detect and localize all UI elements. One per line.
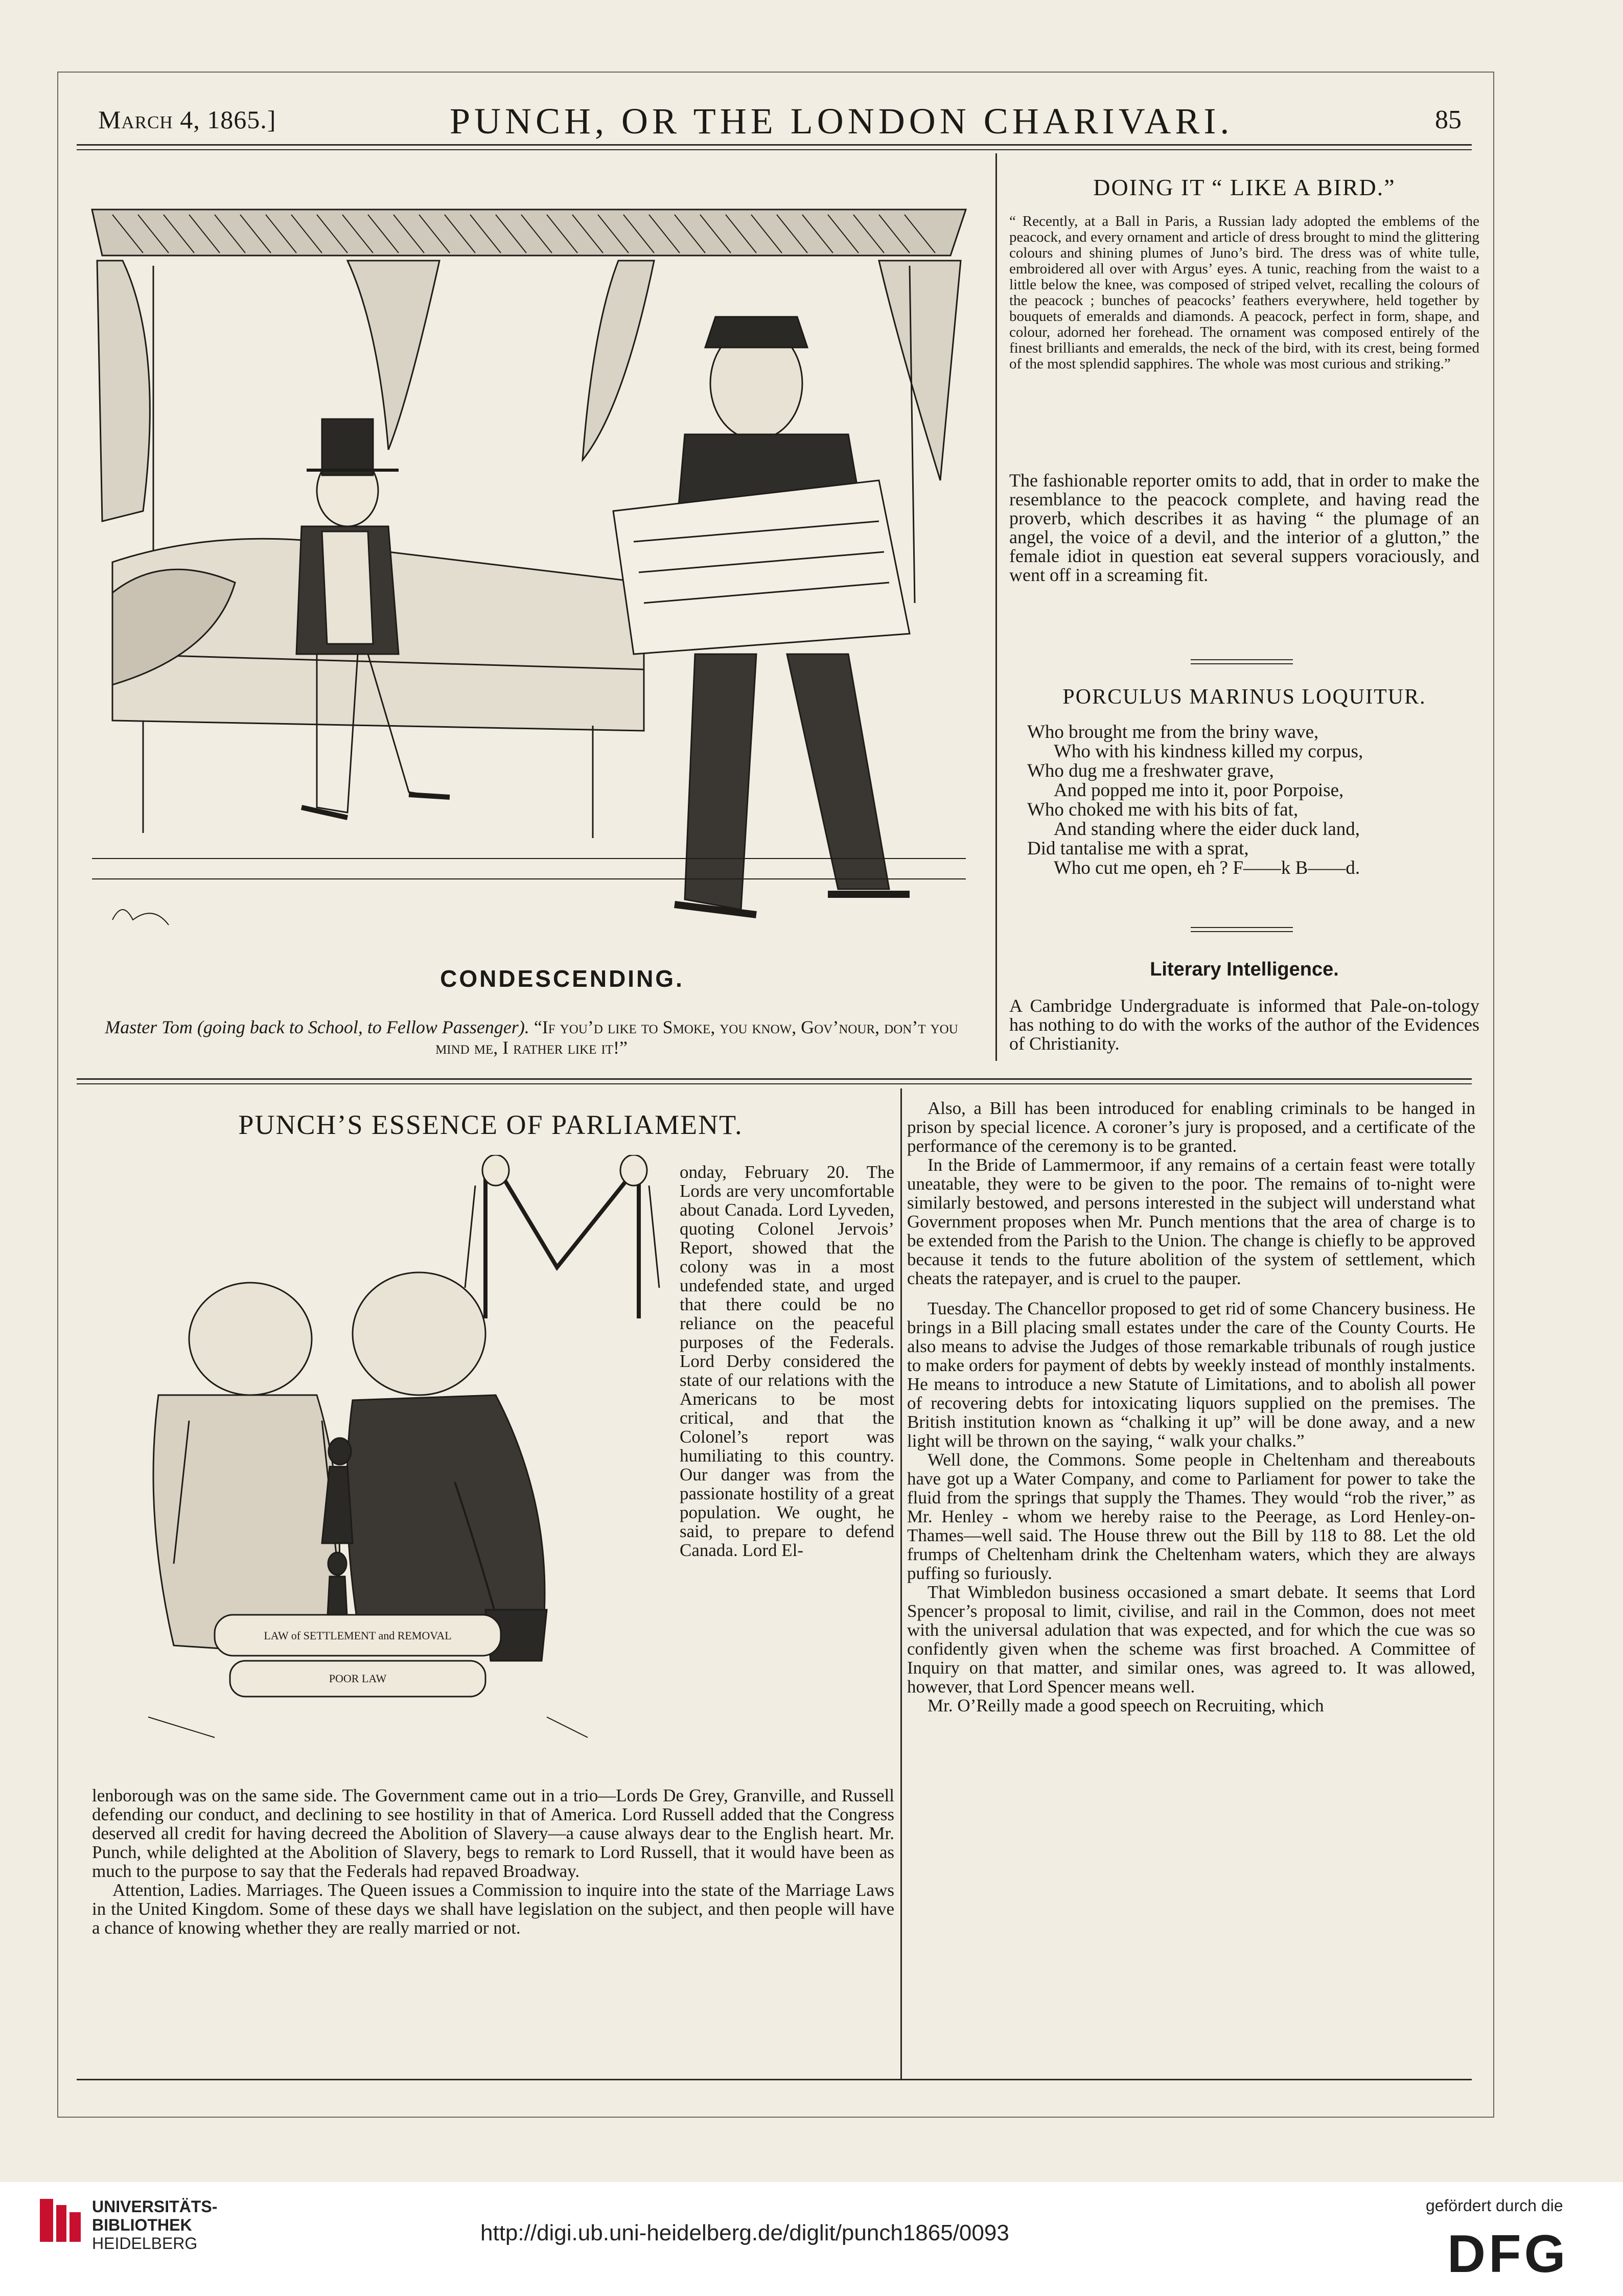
essence-col2-para: Also, a Bill has been introduced for enabling criminals to be hanged in prison by special licence. A coroner’s jury is proposed, and a certificate of the performance of the ceremony is to be granted.: [907, 1098, 1475, 1156]
section-divider: [1191, 931, 1293, 932]
header-rule: [77, 144, 1472, 146]
permalink-url[interactable]: http://digi.ub.uni-heidelberg.de/diglit/punch1865/0093: [480, 2220, 1009, 2245]
poem-line: Who brought me from the briny wave,: [1027, 722, 1319, 743]
essence-col2-para: Mr. O’Reilly made a good speech on Recruiting, which: [928, 1696, 1324, 1715]
poem-line: Who with his kindness killed my corpus,: [1054, 741, 1363, 762]
parliament-illustration: [97, 1155, 675, 1773]
dfg-logo: DFG: [1447, 2224, 1569, 2284]
poem-line: Did tantalise me with a sprat,: [1027, 838, 1249, 859]
section-divider: [1191, 659, 1293, 660]
poem-line: And standing where the eider duck land,: [1054, 819, 1360, 840]
poem-line: Who dug me a freshwater grave,: [1027, 760, 1274, 781]
caption-speech: “If you’d like to Smoke, you know, Gov’nour, don’t you mind me, I rather like it!”: [435, 1017, 958, 1058]
essence-col1-wrap: onday, February 20. The Lords are very uncomfortable about Canada. Lord Lyveden, quoting Colonel Jervois’ Report, showed that the colony was in a most undefended state, and urged that there could be no reliance on the peaceful purposes of the Federals. Lord Derby considered the state of our relations with the Americans to be most critical, and that the Colonel’s report was humiliating to this country. Our danger was from the passionate hostility of a great population. We ought, he said, to prepare to defend Canada. Lord El-: [680, 1162, 894, 1560]
mid-rule: [77, 1078, 1472, 1080]
cartoon-illustration: [82, 194, 976, 950]
poem-line: Who cut me open, eh ? F——k B——d.: [1054, 857, 1360, 878]
library-line: UNIVERSITÄTS-: [92, 2197, 218, 2216]
section-divider: [1191, 663, 1293, 664]
doing-it-quote: “ Recently, at a Ball in Paris, a Russian lady adopted the emblems of the peacock, and every ornament and article of dress brought to mind the glittering colours and shining plumes of Juno’s bird. The dress was of white tulle, embroidered all over with Argus’ eyes. A tunic, reaching from the waist to a little below the knee, was composed of striped velvet, recalling the colours of the peacock ; bunches of peacocks’ feathers everywhere, held together by bouquets of emeralds and diamonds. A peacock, perfect in form, shape, and colour, adorned her forehead. The ornament was composed entirely of the finest brilliants and emeralds, the neck of the bird, with its crest, being formed of the most splendid sapphires. The whole was most curious and striking.”: [1009, 213, 1479, 372]
essence-col2-para: Tuesday. The Chancellor proposed to get rid of some Chancery business. He brings in a Bill placing small estates under the care of the County Courts. He also means to advise the Judges of those remarkable tribunals of rough justice to make orders for payment of debts by weekly instead of monthly instalments. He means to introduce a new Statute of Limitations, and to abolish all power of recovering debts for intoxicating liquors supplied on the premises. The British institution known as “chalking it up” will be done away, and a new light will be thrown on the saying, “ walk your chalks.”: [907, 1298, 1475, 1451]
literary-body: A Cambridge Undergraduate is informed that Pale-on-tology has nothing to do with the works of the author of the Evidences of Christianity.: [1009, 995, 1479, 1054]
scroll-label-settlement: LAW of SETTLEMENT and REMOVAL: [264, 1629, 452, 1642]
doing-it-body: The fashionable reporter omits to add, that in order to make the resemblance to the peacock complete, and having read the proverb, which describes it as having “ the plumage of an angel, the voice of a devil, and the interior of a glutton,” the female idiot in question eat several suppers voraciously, and went off in a screaming fit.: [1009, 470, 1479, 585]
cartoon-title: CONDESCENDING.: [440, 965, 684, 992]
library-name: [92, 2197, 217, 2253]
library-line: BIBLIOTHEK: [92, 2216, 192, 2234]
scroll-label-poor-law: POOR LAW: [329, 1672, 387, 1685]
porculus-title: PORCULUS MARINUS LOQUITUR.: [1062, 685, 1426, 709]
essence-col2-para: In the Bride of Lammermoor, if any remains of a certain feast were totally uneatable, they were to be given to the poor. The remains of to-night were similarly bestowed, and persons interested in the subject will understand what Government proposes when Mr. Punch mentions that the area of charge is to be extended from the Parish to the Union. The change is chiefly to be approved because it tends to the future abolition of the system of settlement, which cheats the ratepayer, and is cruel to the pauper.: [907, 1155, 1475, 1288]
section-divider: [1191, 927, 1293, 928]
library-line: HEIDELBERG: [92, 2234, 198, 2253]
header-rule-thin: [77, 149, 1472, 150]
essence-col1-para: lenborough was on the same side. The Government came out in a trio—Lords De Grey, Granville, and Russell defending our conduct, and declining to see hostility in that of America. Lord Russell added that the Congress deserved all credit for having decreed the Abolition of Slavery—a cause always dear to the English heart. Mr. Punch, while delighted at the Abolition of Slavery, begs to remark to Lord Russell, that it would have been as much to the purpose to say that the Federals had repaved Broadway.: [92, 1785, 894, 1881]
essence-title: PUNCH’S ESSENCE OF PARLIAMENT.: [238, 1109, 743, 1140]
poem-line: And popped me into it, poor Porpoise,: [1054, 780, 1344, 801]
essence-col2-para: Well done, the Commons. Some people in Cheltenham and thereabouts have got up a Water Company, and come to Parliament for power to take the fluid from the springs that supply the Thames. They would “rob the river,” as Mr. Henley - whom we hereby raise to the Peerage, as Lord Henley-on-Thames—well said. The House threw out the Bill by 118 to 88. Let the old frumps of Cheltenham drink the Cheltenham waters, which they are always puffing so furiously.: [907, 1450, 1475, 1583]
sponsor-text: gefördert durch die: [1426, 2196, 1563, 2215]
header-date: March 4, 1865.]: [98, 105, 276, 134]
literary-title: Literary Intelligence.: [1150, 959, 1339, 980]
column-divider-top: [995, 153, 997, 1061]
doing-it-title: DOING IT “ LIKE A BIRD.”: [1093, 174, 1396, 200]
poem-line: Who choked me with his bits of fat,: [1027, 799, 1299, 820]
bottom-rule: [77, 2079, 1472, 2080]
cartoon-caption: [92, 1017, 971, 1058]
caption-speaker: Master Tom (going back to School, to Fellow Passenger).: [105, 1017, 529, 1037]
porculus-poem: [1027, 723, 1477, 878]
header-title: PUNCH, OR THE LONDON CHARIVARI.: [450, 101, 1234, 142]
essence-col1-para: Attention, Ladies. Marriages. The Queen issues a Commission to inquire into the state of the Marriage Laws in the United Kingdom. Some of these days we shall have legislation on the subject, and then people will have a chance of knowing whether they are really married or not.: [92, 1880, 894, 1938]
library-logo-icon: [36, 2195, 85, 2246]
column-divider-bottom: [900, 1088, 902, 2080]
mid-rule-thin: [77, 1083, 1472, 1084]
essence-col2: [907, 1099, 1475, 1715]
header-page-number: 85: [1435, 105, 1462, 134]
essence-col1-full: [92, 1786, 894, 1937]
essence-col2-para: That Wimbledon business occasioned a smart debate. It seems that Lord Spencer’s proposal to limit, civilise, and rail in the Common, does not meet with the universal adulation that was expected, and for which the cue was so confidently given when the scheme was first broached. A Committee of Inquiry on that matter, and similar ones, was agreed to. It was allowed, however, that Lord Spencer means well.: [907, 1582, 1475, 1697]
